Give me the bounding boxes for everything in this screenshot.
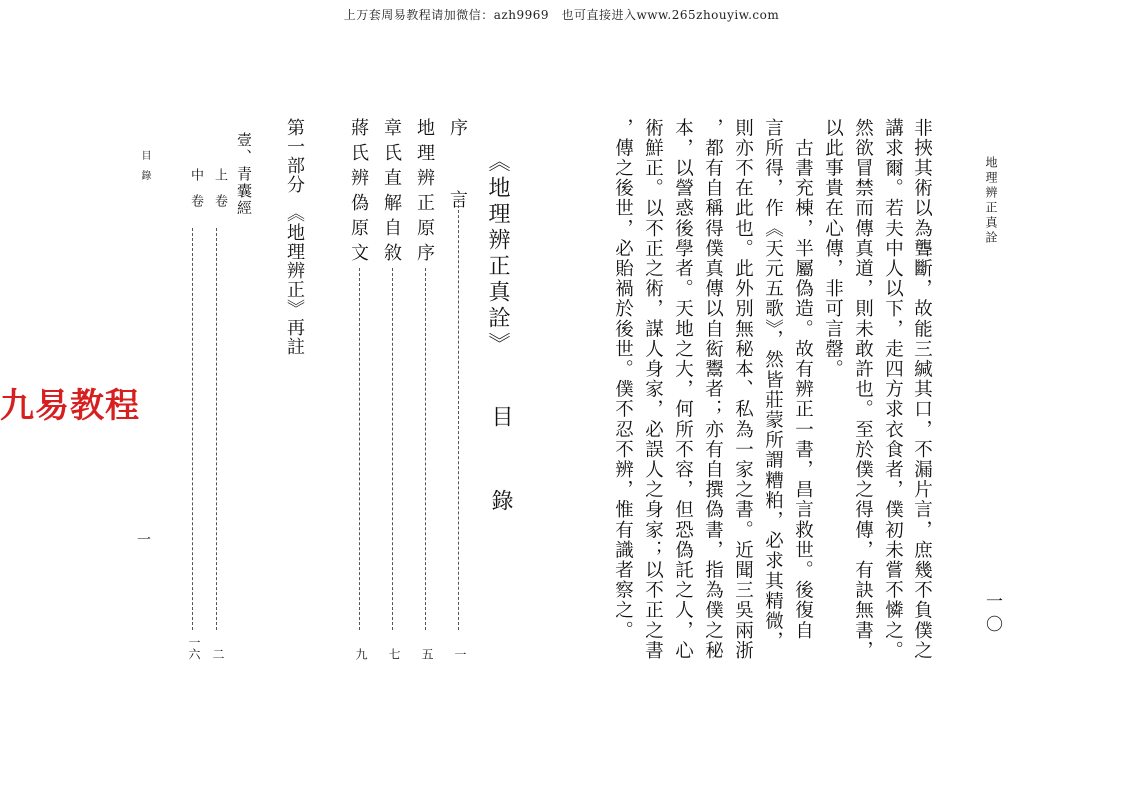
toc-leader bbox=[425, 268, 426, 630]
page-number-left: 一 bbox=[135, 532, 151, 546]
toc-entry-label: 中 卷 bbox=[188, 168, 203, 207]
body-line: 以此事貴在心傳，非可言罄。 bbox=[822, 118, 844, 380]
body-line: 術鮮正。以不正之術，謀人身家，必誤人之身家；以不正之書 bbox=[642, 118, 664, 661]
part-heading: 第一部分 《地理辨正》再註 bbox=[284, 118, 305, 356]
toc-entry-label: 地理辨正原序 bbox=[414, 118, 435, 268]
body-line: 則亦不在此也。此外別無秘本、私為一家之書。近聞三吳兩浙 bbox=[732, 118, 754, 661]
book-title: 《地理辨正真詮》 bbox=[485, 150, 510, 358]
toc-entry-label: 蔣氏辨偽原文 bbox=[348, 118, 369, 268]
page-number-right: 一〇 bbox=[982, 592, 1002, 638]
section-heading: 壹、青囊經 bbox=[235, 132, 253, 217]
toc-entry-label: 序 言 bbox=[447, 118, 468, 214]
toc-leader bbox=[392, 268, 393, 630]
body-line: 言所得，作《天元五歌》，然皆莊蒙所謂糟粕，必求其精微， bbox=[762, 118, 784, 652]
toc-leader bbox=[192, 228, 193, 630]
body-line: 然欲冒禁而傳真道，則未敢許也。至於僕之得傳，有訣無書， bbox=[852, 118, 874, 661]
toc-entry-page: 一六 bbox=[187, 636, 201, 660]
toc-entry-page: 九 bbox=[354, 648, 368, 660]
toc-entry-page: 七 bbox=[387, 648, 401, 660]
body-line: ，都有自稱得僕真傳以自衒鬻者；亦有自撰偽書，指為僕之秘 bbox=[702, 118, 724, 661]
body-line: 講求爾。若夫中人以下，走四方求衣食者，僕初未嘗不憐之。 bbox=[882, 118, 904, 661]
running-title-right: 地理辨正真詮 bbox=[984, 156, 998, 246]
toc-leader bbox=[359, 268, 360, 630]
running-title-left: 目 錄 bbox=[139, 150, 150, 180]
body-line: 本，以謍惑後學者。天地之大，何所不容，但恐偽託之人，心 bbox=[672, 118, 694, 661]
toc-entry-page: 五 bbox=[420, 648, 434, 660]
toc-leader bbox=[458, 200, 459, 630]
toc-entry-page: 一 bbox=[453, 648, 467, 660]
body-line: 非挾其術以為聾斷，故能三緘其口，不漏片言，庶幾不負僕之 bbox=[911, 118, 933, 661]
watermark-logo: 九易教程 bbox=[0, 386, 140, 426]
toc-leader bbox=[216, 228, 217, 630]
toc-heading: 目 錄 bbox=[488, 405, 513, 531]
toc-entry-label: 章氏直解自敘 bbox=[381, 118, 402, 268]
toc-entry-page: 二 bbox=[211, 648, 225, 660]
header-banner: 上万套周易教程请加微信：azh9969 也可直接进入www.265zhouyiw.com bbox=[343, 8, 780, 22]
toc-entry-label: 上 卷 bbox=[212, 168, 227, 207]
body-line: ，傳之後世，必貽禍於後世。僕不忍不辨，惟有識者察之。 bbox=[612, 118, 634, 641]
body-line: 古書充棟，半屬偽造。故有辨正一書，昌言救世。後復自 bbox=[792, 118, 814, 641]
